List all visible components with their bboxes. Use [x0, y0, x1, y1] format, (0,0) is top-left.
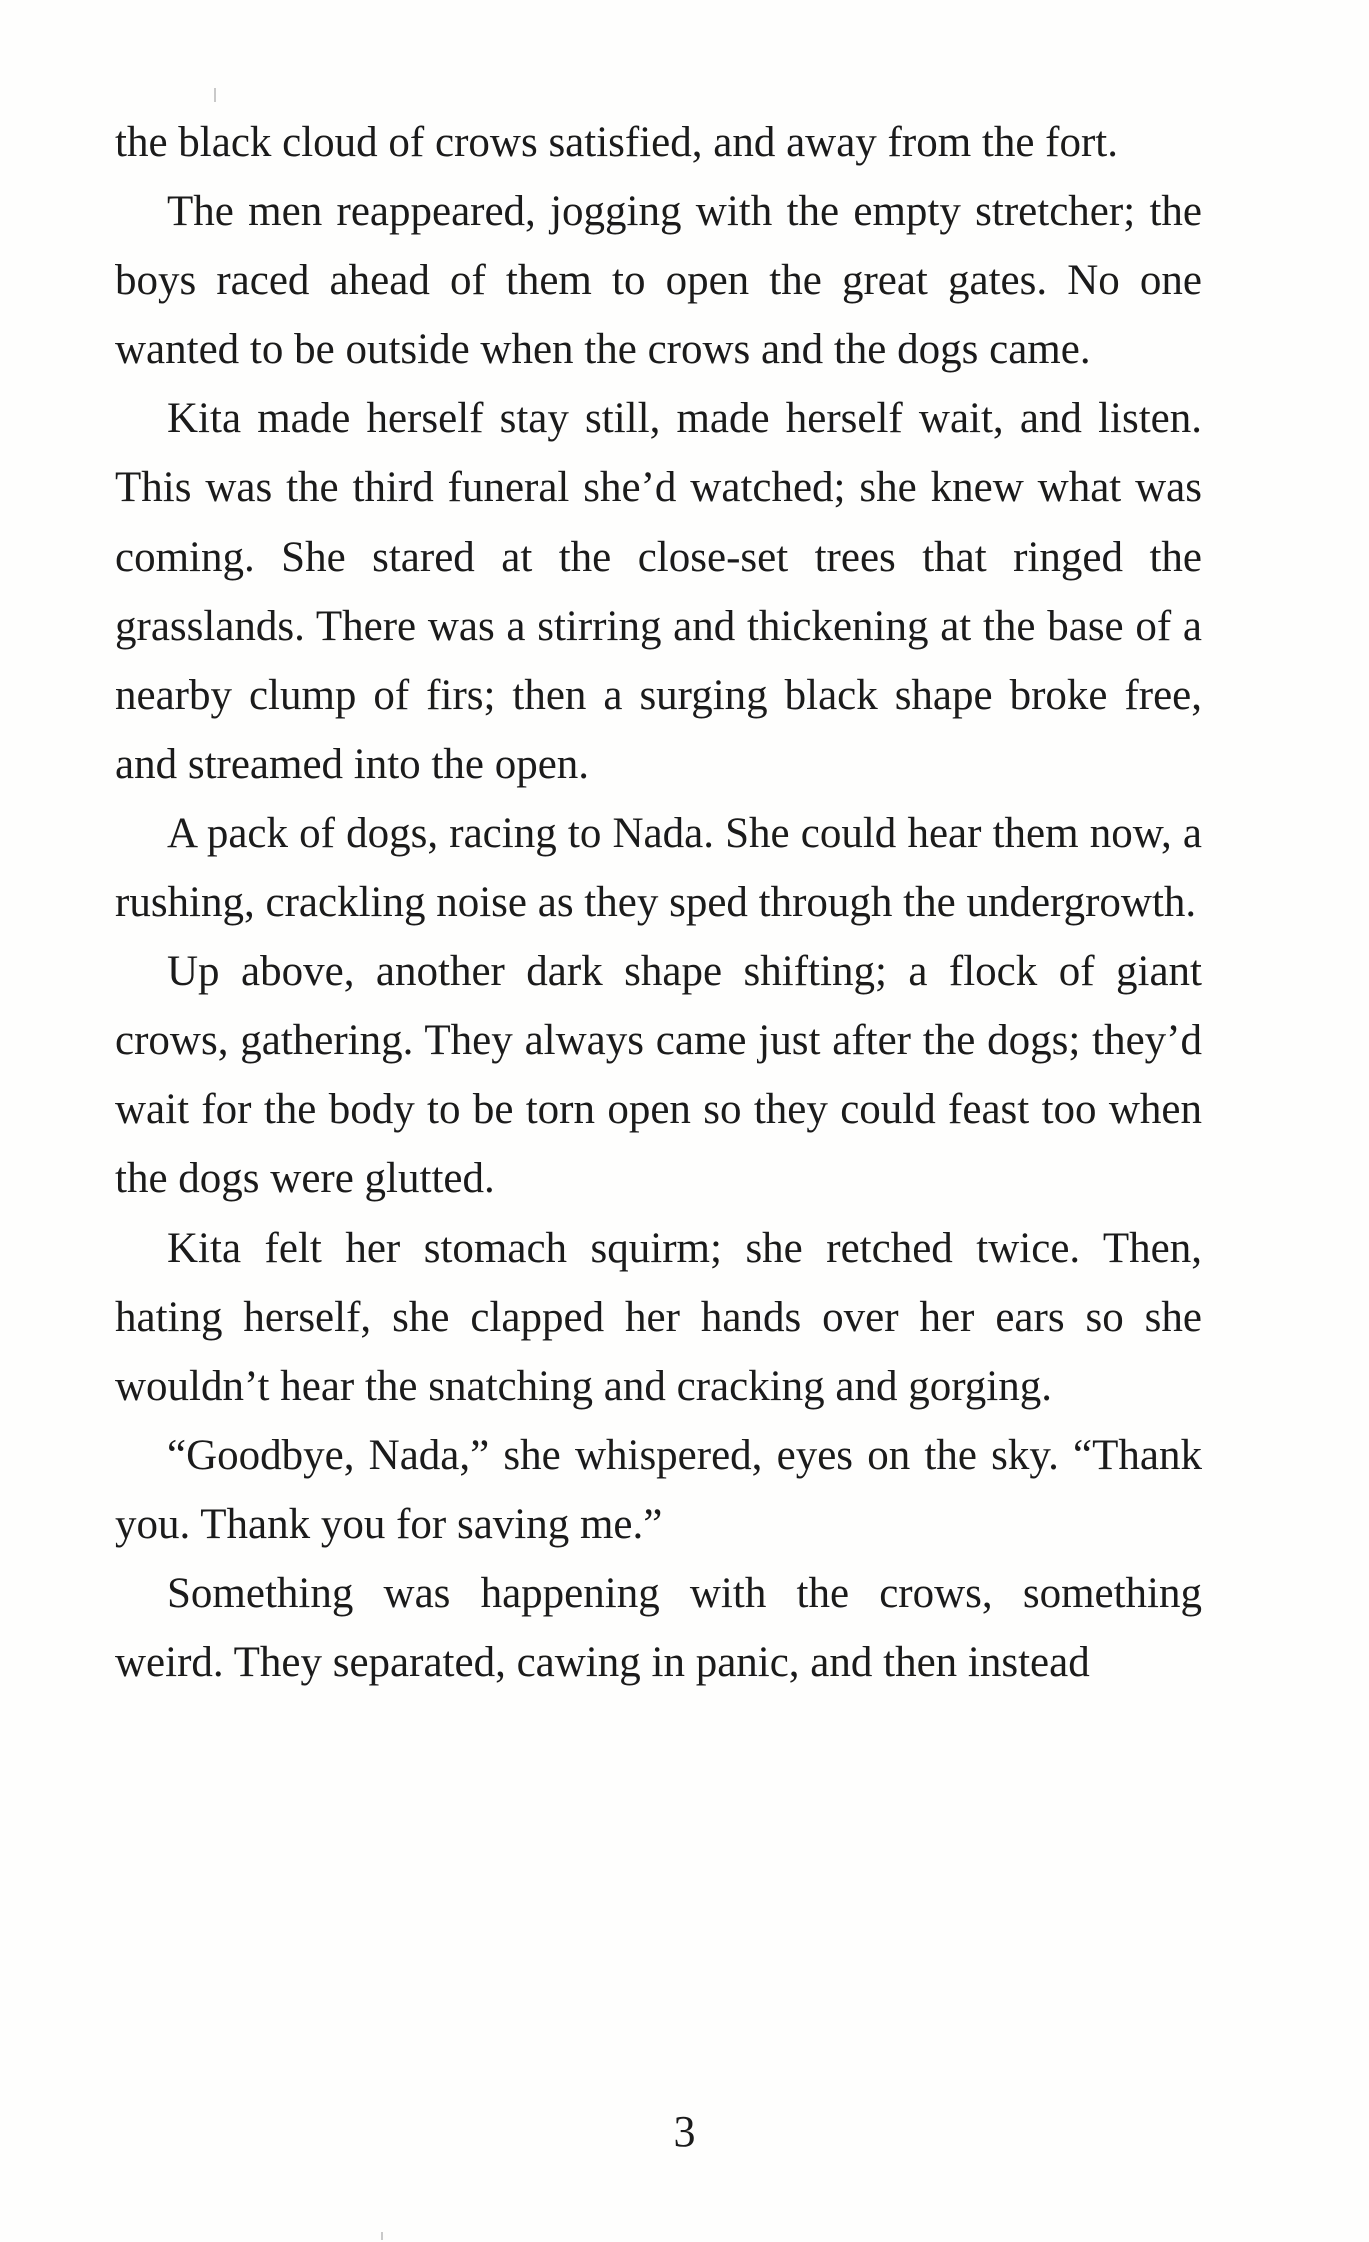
- page-number: 3: [673, 2107, 696, 2156]
- paragraph: “Goodbye, Nada,” she whispered, eyes on the sky. “Thank you. Thank you for saving me.”: [115, 1431, 1202, 1548]
- paragraph: A pack of dogs, racing to Nada. She could hear them now, a rushing, crackling noise as they sped through the undergrowth.: [115, 809, 1202, 927]
- paragraph: Kita made herself stay still, made herself wait, and listen. This was the third funeral she’d watched; she knew what was coming. She stared at the close-set trees that ringed the grasslands. There was a stirring and thickening at the base of a nearby clump of firs; then a surging black shape broke free, and streamed into the open.: [115, 395, 1202, 788]
- paragraph-continuation: the black cloud of crows satisfied, and away from the fort.: [115, 119, 1119, 166]
- paragraph: The men reappeared, jogging with the empty stretcher; the boys raced ahead of them to open the great gates. No one wanted to be outside when the crows and the dogs came.: [115, 188, 1202, 374]
- paragraph: Kita felt her stomach squirm; she retched twice. Then, hating herself, she clapped her hands over her ears so she wouldn’t hear the snatching and cracking and gorging.: [115, 1224, 1202, 1410]
- body-text: [115, 108, 1202, 1697]
- paper-speck: [381, 2232, 383, 2240]
- paragraph: Up above, another dark shape shifting; a flock of giant crows, gathering. They always came just after the dogs; they’d wait for the body to be torn open so they could feast too when the dogs were glutted.: [115, 948, 1202, 1203]
- paragraph: Something was happening with the crows, something weird. They separated, cawing in panic, and then instead: [115, 1569, 1202, 1687]
- paper-speck: [214, 88, 216, 102]
